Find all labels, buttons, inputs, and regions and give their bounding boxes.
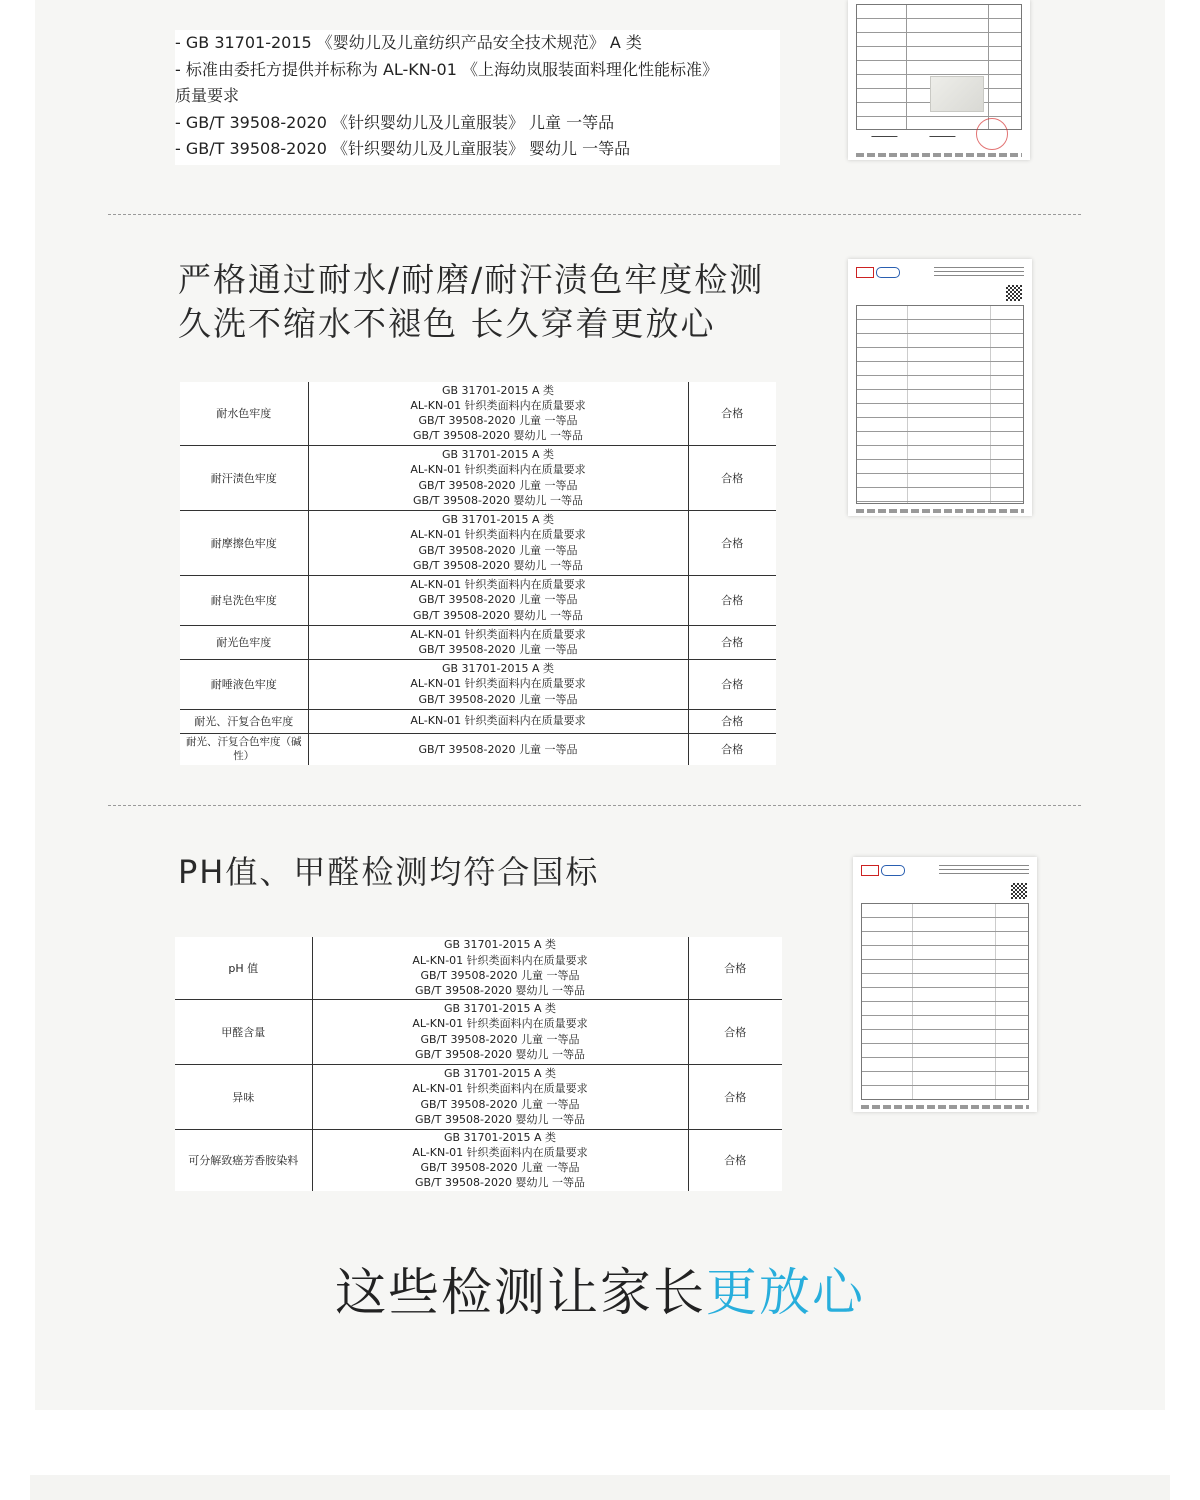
standard-cell: GB 31701-2015 A 类 AL-KN-01 针织类面料内在质量要求 GB/T 39508-2020 儿童 一等品 GB/T 39508-2020 婴幼儿 一等品 — [308, 382, 688, 445]
test-report-thumbnail-1 — [848, 0, 1030, 160]
result-cell: 合格 — [721, 743, 744, 757]
ph-formaldehyde-results-table — [175, 937, 782, 1191]
table-row — [180, 510, 776, 575]
standard-cell: GB 31701-2015 A 类 AL-KN-01 针织类面料内在质量要求 GB/T 39508-2020 儿童 一等品 GB/T 39508-2020 婴幼儿 一等品 — [312, 1064, 688, 1129]
closing-slogan — [0, 1262, 1200, 1326]
standard-cell: GB 31701-2015 A 类 AL-KN-01 针织类面料内在质量要求 GB/T 39508-2020 儿童 一等品 GB/T 39508-2020 婴幼儿 一等品 — [308, 510, 688, 575]
standard-cell: GB 31701-2015 A 类 AL-KN-01 针织类面料内在质量要求 GB/T 39508-2020 儿童 一等品 GB/T 39508-2020 婴幼儿 一等品 — [312, 999, 688, 1064]
test-item: pH 值 — [175, 937, 312, 999]
table-row — [180, 382, 776, 445]
table-row — [180, 575, 776, 625]
standards-line: 质量要求 — [175, 86, 240, 105]
test-item: 耐光、汗复合色牢度（碱性） — [180, 733, 308, 765]
table-row — [175, 1129, 782, 1191]
test-item: 耐汗渍色牢度 — [180, 445, 308, 510]
cnas-logo-icon — [876, 267, 900, 278]
standard-cell: GB/T 39508-2020 儿童 一等品 — [308, 733, 688, 765]
result-cell: 合格 — [724, 961, 747, 975]
result-cell: 合格 — [721, 471, 744, 485]
result-cell: 合格 — [724, 1090, 747, 1104]
table-row — [180, 659, 776, 709]
red-seal-icon — [976, 118, 1008, 150]
result-cell: 合格 — [721, 407, 744, 421]
standards-line: - GB 31701-2015 《婴幼儿及儿童纺织产品安全技术规范》 A 类 — [175, 33, 642, 52]
test-item: 异味 — [175, 1064, 312, 1129]
qr-code-icon — [1011, 883, 1027, 899]
standards-list — [175, 30, 780, 165]
standard-cell: GB 31701-2015 A 类 AL-KN-01 针织类面料内在质量要求 GB/T 39508-2020 儿童 一等品 GB/T 39508-2020 婴幼儿 一等品 — [312, 1129, 688, 1191]
table-row — [180, 709, 776, 733]
table-row — [180, 733, 776, 765]
standard-cell: AL-KN-01 针织类面料内在质量要求 GB/T 39508-2020 儿童 一等品 — [308, 625, 688, 659]
section-divider — [108, 805, 1081, 806]
standard-cell: GB 31701-2015 A 类 AL-KN-01 针织类面料内在质量要求 GB/T 39508-2020 儿童 一等品 GB/T 39508-2020 婴幼儿 一等品 — [308, 445, 688, 510]
result-cell: 合格 — [721, 678, 744, 691]
signature-icon — [871, 133, 898, 137]
test-item: 耐皂洗色牢度 — [180, 575, 308, 625]
table-row — [180, 625, 776, 659]
standards-line: - GB/T 39508-2020 《针织婴幼儿及儿童服装》 儿童 一等品 — [175, 112, 615, 132]
result-cell: 合格 — [724, 1025, 747, 1039]
closing-highlight: 更放心 — [706, 1264, 866, 1323]
result-cell: 合格 — [721, 536, 744, 550]
test-item: 耐唾液色牢度 — [180, 659, 308, 709]
result-cell: 合格 — [721, 715, 744, 728]
table-row — [175, 1064, 782, 1129]
test-item: 耐水色牢度 — [180, 382, 308, 445]
standards-line: - 标准由委托方提供并标称为 AL-KN-01 《上海幼岚服装面料理化性能标准》 — [175, 59, 718, 79]
cnas-logo-icon — [881, 865, 905, 876]
test-item: 耐光、汗复合色牢度 — [180, 709, 308, 733]
test-item: 甲醛含量 — [175, 999, 312, 1064]
test-item: 可分解致癌芳香胺染料 — [175, 1129, 312, 1191]
standard-cell: AL-KN-01 针织类面料内在质量要求 GB/T 39508-2020 儿童 一等品 GB/T 39508-2020 婴幼儿 一等品 — [308, 575, 688, 625]
next-panel-edge — [30, 1475, 1170, 1500]
table-row — [180, 445, 776, 510]
result-cell: 合格 — [721, 594, 744, 607]
qr-code-icon — [1006, 285, 1022, 301]
standards-line: - GB/T 39508-2020 《针织婴幼儿及儿童服装》 婴幼儿 一等品 — [175, 139, 631, 158]
section1-heading-line2: 久洗不缩水不褪色 长久穿着更放心 — [178, 304, 716, 343]
section1-heading-line1: 严格通过耐水/耐磨/耐汗渍色牢度检测 — [178, 260, 765, 299]
standard-cell: AL-KN-01 针织类面料内在质量要求 — [308, 709, 688, 733]
signature-icon — [929, 133, 956, 137]
test-report-thumbnail-2 — [848, 259, 1032, 516]
result-cell: 合格 — [724, 1154, 747, 1168]
closing-text: 这些检测让家长 — [334, 1264, 706, 1323]
standard-cell: GB 31701-2015 A 类 AL-KN-01 针织类面料内在质量要求 GB/T 39508-2020 儿童 一等品 GB/T 39508-2020 婴幼儿 一等品 — [312, 937, 688, 999]
section-divider — [108, 214, 1081, 215]
result-cell: 合格 — [721, 636, 744, 649]
test-report-thumbnail-3 — [853, 857, 1037, 1112]
standard-cell: GB 31701-2015 A 类 AL-KN-01 针织类面料内在质量要求 GB/T 39508-2020 儿童 一等品 — [308, 659, 688, 709]
table-row — [175, 999, 782, 1064]
colorfastness-results-table — [180, 382, 776, 765]
test-item: 耐摩擦色牢度 — [180, 510, 308, 575]
fabric-sample-photo — [930, 76, 984, 112]
section2-heading: PH值、甲醛检测均符合国标 — [178, 853, 600, 891]
table-row — [175, 937, 782, 999]
cma-logo-icon — [856, 267, 874, 278]
cma-logo-icon — [861, 865, 879, 876]
test-item: 耐光色牢度 — [180, 625, 308, 659]
